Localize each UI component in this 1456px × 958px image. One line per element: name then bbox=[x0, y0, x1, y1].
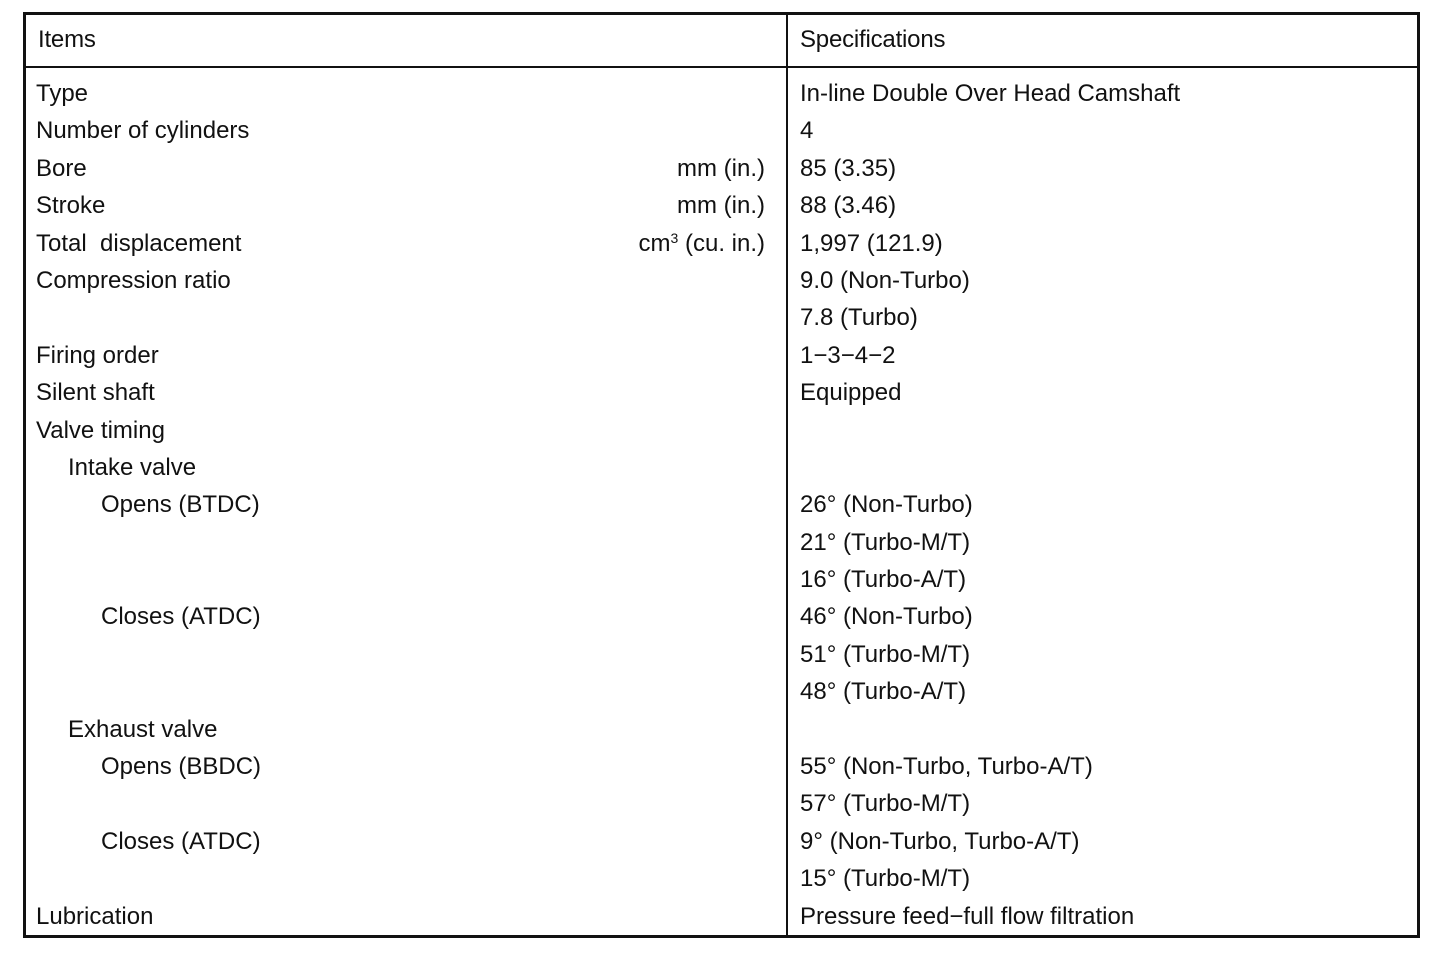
item-label: Silent shaft bbox=[36, 379, 155, 407]
item-spec: 55° (Non-Turbo, Turbo-A/T) bbox=[800, 753, 1093, 781]
table-row bbox=[26, 823, 1417, 860]
table-row bbox=[26, 785, 1417, 822]
item-label: Opens (BBDC) bbox=[101, 753, 262, 781]
item-label: Exhaust valve bbox=[68, 715, 218, 743]
item-label: Compression ratio bbox=[36, 266, 231, 294]
item-spec: 4 bbox=[800, 117, 814, 145]
unit-base: cm bbox=[638, 229, 671, 257]
item-spec: 21° (Turbo-M/T) bbox=[800, 528, 971, 556]
table-row bbox=[26, 561, 1417, 598]
item-label: Bore bbox=[36, 154, 87, 182]
item-label: Closes (ATDC) bbox=[101, 603, 261, 631]
item-spec: 51° (Turbo-M/T) bbox=[800, 640, 971, 668]
table-row bbox=[26, 673, 1417, 710]
item-label: Total displacement bbox=[36, 229, 242, 257]
item-spec: Pressure feed−full flow filtration bbox=[800, 902, 1135, 930]
item-unit: mm (in.) bbox=[677, 192, 765, 220]
item-spec: 16° (Turbo-A/T) bbox=[800, 566, 967, 594]
item-label: Lubrication bbox=[36, 902, 154, 930]
item-spec: 46° (Non-Turbo) bbox=[800, 603, 973, 631]
table-row bbox=[26, 262, 1417, 299]
item-label: Opens (BTDC) bbox=[101, 491, 260, 519]
item-spec: 85 (3.35) bbox=[800, 154, 897, 182]
item-spec: 9° (Non-Turbo, Turbo-A/T) bbox=[800, 827, 1080, 855]
table-row bbox=[26, 636, 1417, 673]
item-label: Number of cylinders bbox=[36, 117, 250, 145]
table-row bbox=[26, 150, 1417, 187]
item-label: Stroke bbox=[36, 192, 106, 220]
table-row bbox=[26, 898, 1417, 935]
item-label: Firing order bbox=[36, 341, 159, 369]
item-spec: Equipped bbox=[800, 379, 902, 407]
table-row bbox=[26, 412, 1417, 449]
table-row bbox=[26, 524, 1417, 561]
table-row bbox=[26, 748, 1417, 785]
table-row bbox=[26, 337, 1417, 374]
item-unit: mm (in.) bbox=[677, 154, 765, 182]
table-row bbox=[26, 299, 1417, 336]
table-body bbox=[26, 75, 1417, 935]
item-spec: 7.8 (Turbo) bbox=[800, 304, 918, 332]
table-row bbox=[26, 598, 1417, 635]
table-row bbox=[26, 711, 1417, 748]
item-spec: 15° (Turbo-M/T) bbox=[800, 865, 971, 893]
header-items: Items bbox=[38, 26, 96, 53]
table-row bbox=[26, 225, 1417, 262]
table-row bbox=[26, 860, 1417, 897]
item-spec: 1,997 (121.9) bbox=[800, 229, 943, 257]
item-label: Valve timing bbox=[36, 416, 165, 444]
header-specifications: Specifications bbox=[800, 26, 946, 53]
table-row bbox=[26, 75, 1417, 112]
item-spec: 1−3−4−2 bbox=[800, 341, 896, 369]
item-label: Intake valve bbox=[68, 453, 197, 481]
engine-spec-table bbox=[23, 12, 1420, 938]
table-row bbox=[26, 187, 1417, 224]
header-rule bbox=[26, 66, 1417, 68]
item-spec: 26° (Non-Turbo) bbox=[800, 491, 973, 519]
item-unit bbox=[639, 225, 765, 262]
item-spec: In-line Double Over Head Camshaft bbox=[800, 80, 1181, 107]
unit-superscript: 3 bbox=[670, 229, 679, 246]
table-row bbox=[26, 374, 1417, 411]
item-spec: 88 (3.46) bbox=[800, 192, 897, 220]
item-spec: 9.0 (Non-Turbo) bbox=[800, 266, 970, 294]
table-row bbox=[26, 486, 1417, 523]
unit-rest: (cu. in.) bbox=[678, 229, 765, 257]
table-row bbox=[26, 449, 1417, 486]
item-spec: 48° (Turbo-A/T) bbox=[800, 678, 967, 706]
item-label: Type bbox=[36, 80, 89, 107]
item-spec: 57° (Turbo-M/T) bbox=[800, 790, 971, 818]
item-label: Closes (ATDC) bbox=[101, 827, 261, 855]
table-row bbox=[26, 112, 1417, 149]
